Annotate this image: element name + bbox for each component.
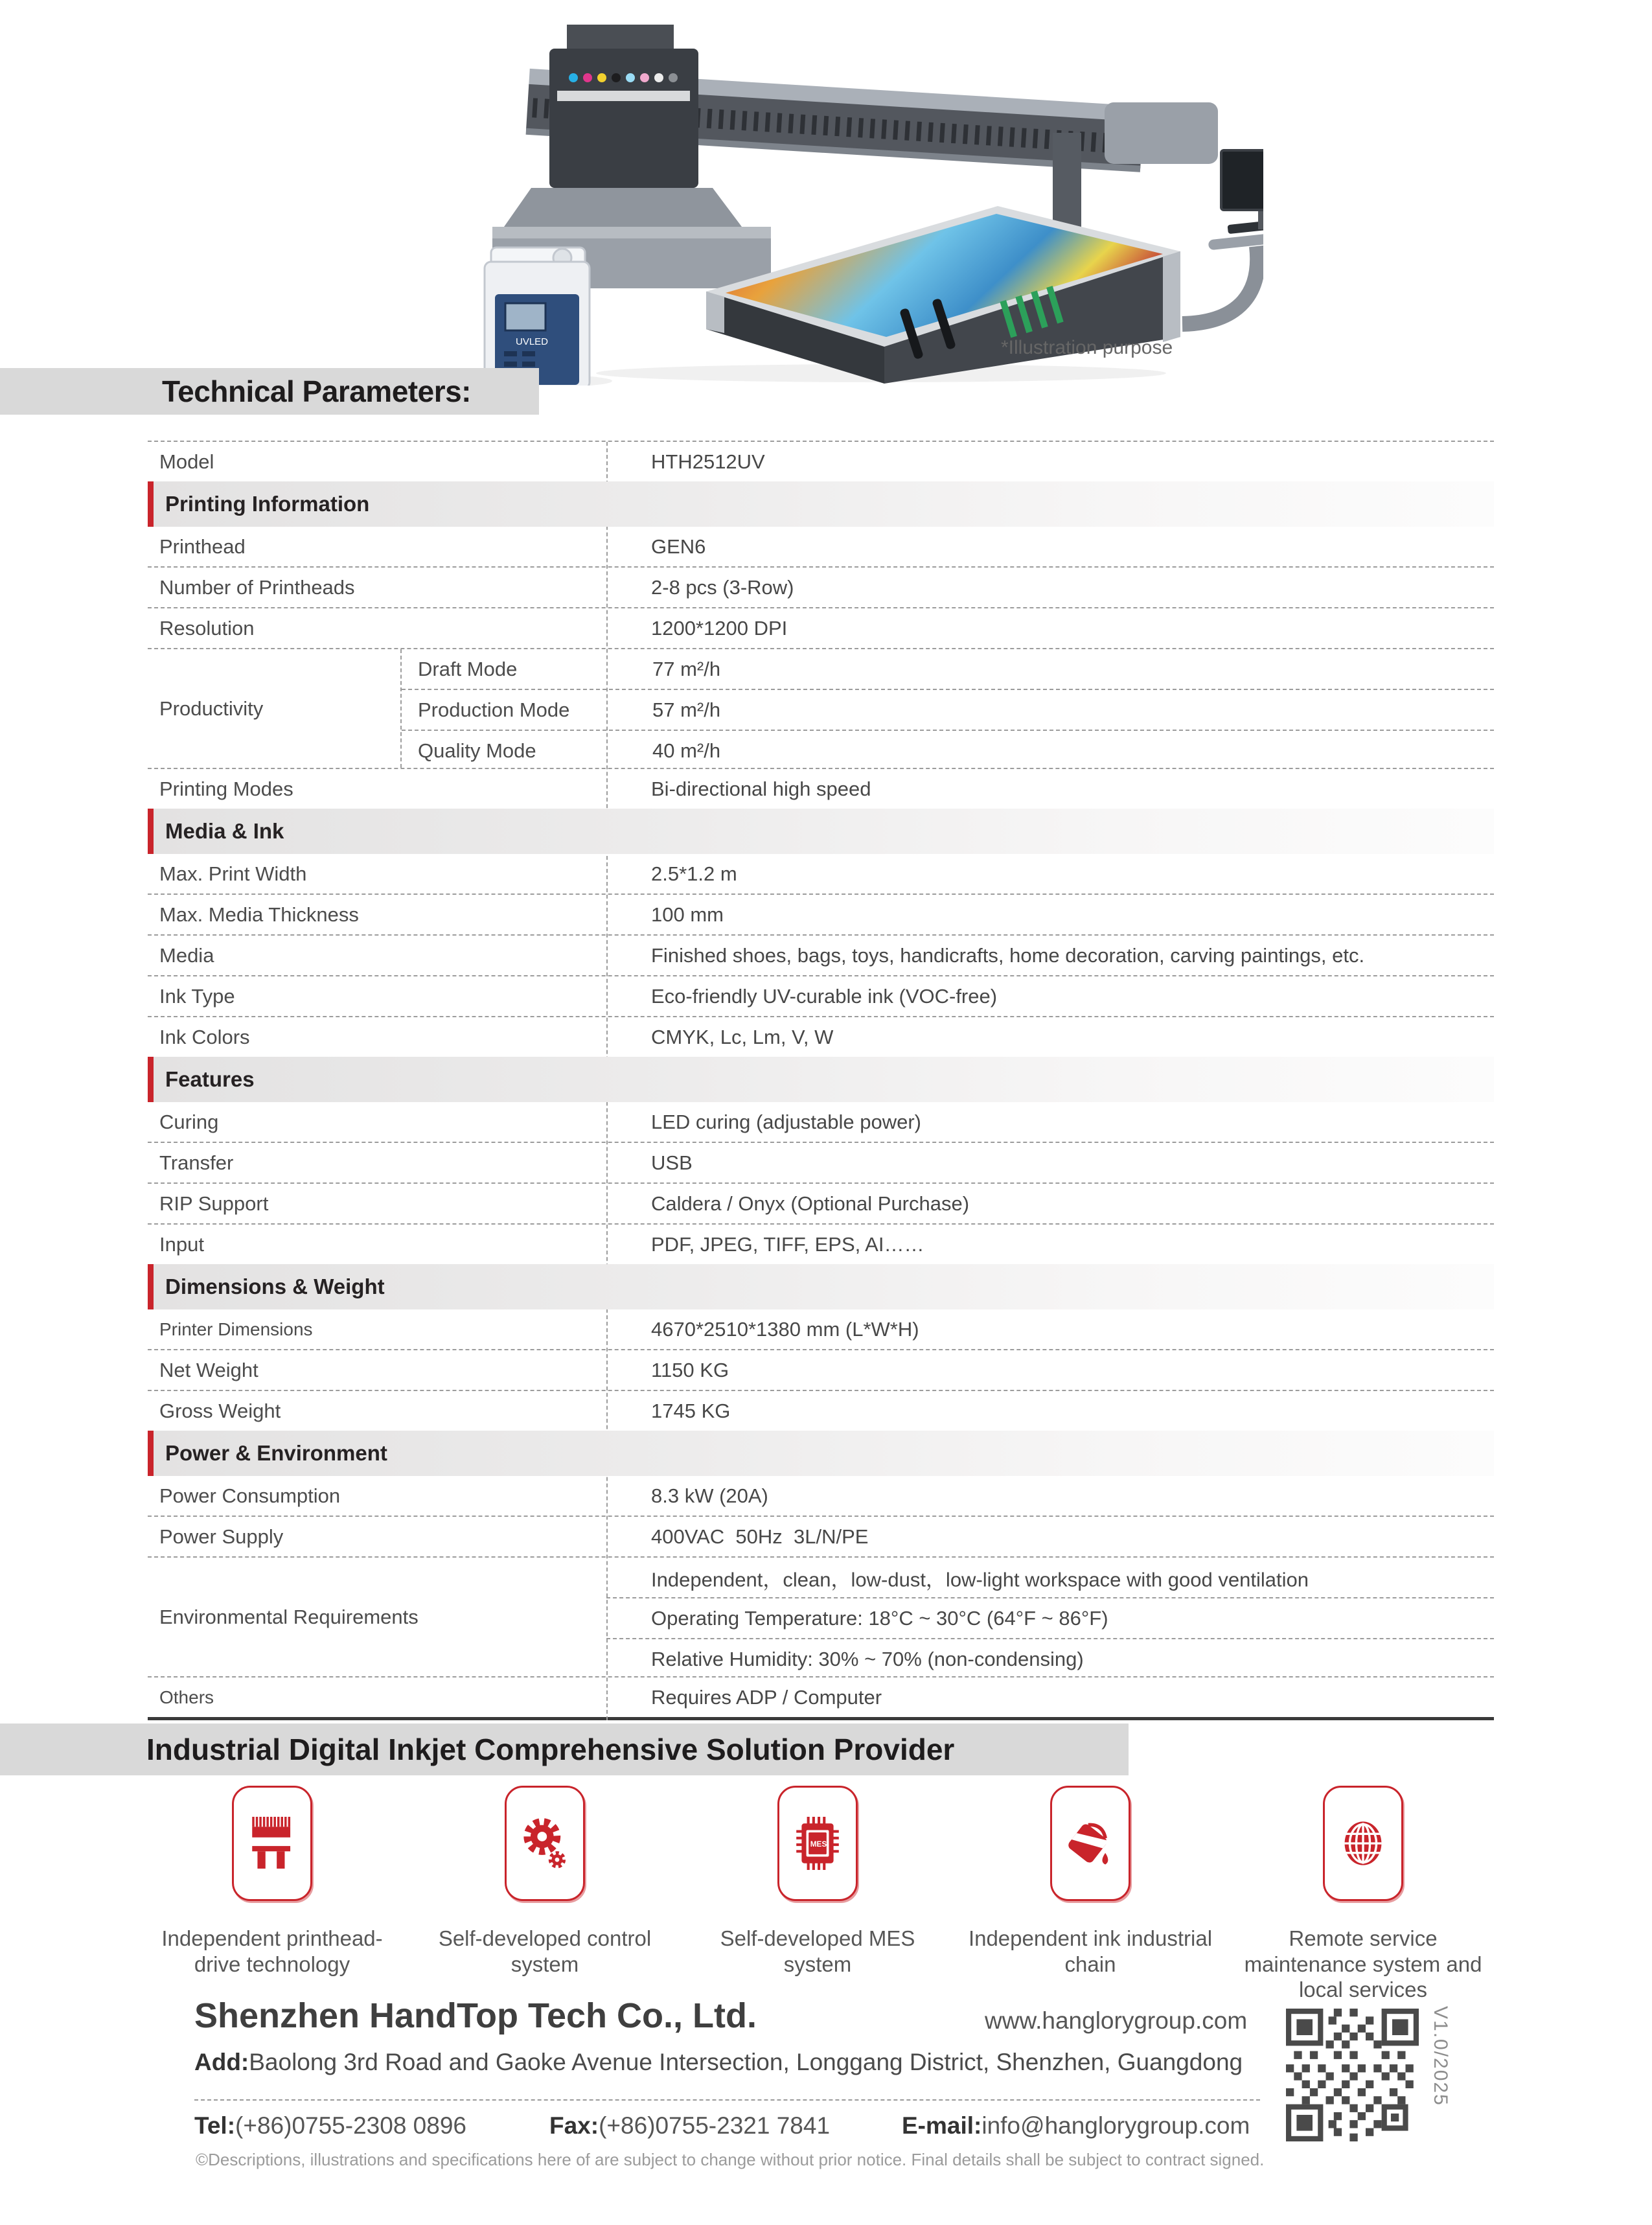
- spec-row: [148, 1017, 1494, 1057]
- mode-label: Draft Mode: [418, 657, 518, 680]
- spec-value: 2.5*1.2 m: [651, 862, 737, 885]
- environmental-items: [606, 1558, 1494, 1676]
- section-header-dimensions-weight: [148, 1264, 1494, 1309]
- email-value: info@hanglorygroup.com: [981, 2112, 1250, 2139]
- mes-chip-icon: [777, 1786, 858, 1901]
- capability-label: Self-developed control system: [438, 1926, 652, 1976]
- spec-value: Finished shoes, bags, toys, handicrafts, home decoration, carving paintings, etc.: [651, 943, 1365, 967]
- spec-value: CMYK, Lc, Lm, V, W: [651, 1025, 834, 1048]
- spec-row: [148, 854, 1494, 895]
- spec-row: [148, 1391, 1494, 1431]
- printer-illustration: [453, 13, 1263, 386]
- spec-value: LED curing (adjustable power): [651, 1110, 921, 1133]
- spec-value: PDF, JPEG, TIFF, EPS, AI……: [651, 1232, 924, 1256]
- mode-label: Quality Mode: [418, 739, 536, 762]
- spec-label: Ink Colors: [159, 1025, 250, 1048]
- spec-label: Ink Type: [159, 984, 235, 1008]
- spec-value: USB: [651, 1151, 693, 1174]
- spec-label: Number of Printheads: [159, 575, 355, 599]
- productivity-group: [148, 649, 1494, 769]
- spec-label: Environmental Requirements: [159, 1605, 419, 1628]
- spec-value: Bi-directional high speed: [651, 777, 871, 800]
- env-row: [606, 1558, 1494, 1597]
- fax-contact: [549, 2112, 830, 2139]
- spec-value: GEN6: [651, 535, 706, 558]
- tel-label: Tel:: [194, 2112, 236, 2139]
- mode-row: [402, 689, 1494, 730]
- tel-contact: [194, 2112, 466, 2139]
- spec-value: 1745 KG: [651, 1399, 731, 1422]
- spec-row: [148, 442, 1494, 481]
- spec-value: Caldera / Onyx (Optional Purchase): [651, 1192, 970, 1215]
- flatbed-uv-printer-image: [453, 13, 1263, 386]
- website-url: www.hanglorygroup.com: [985, 2007, 1248, 2034]
- mes-icon-text: MES: [810, 1840, 827, 1849]
- fax-label: Fax:: [549, 2112, 599, 2139]
- chiller-unit: [485, 248, 590, 386]
- monitor-arm: [1182, 150, 1263, 324]
- spec-row: [148, 895, 1494, 936]
- spec-row: [148, 527, 1494, 568]
- section-title: Dimensions & Weight: [165, 1274, 385, 1298]
- section-title: Media & Ink: [165, 819, 284, 843]
- spec-value: Requires ADP / Computer: [651, 1685, 882, 1709]
- spec-row: [148, 769, 1494, 809]
- spec-value: 1200*1200 DPI: [651, 616, 788, 640]
- spec-label: Gross Weight: [159, 1399, 281, 1422]
- spec-row: [148, 976, 1494, 1017]
- company-name: Shenzhen HandTop Tech Co., Ltd.: [194, 1996, 757, 2035]
- spec-label: Others: [159, 1687, 214, 1707]
- mode-label: Production Mode: [418, 698, 570, 721]
- spec-value: 100 mm: [651, 903, 724, 926]
- section-header-features: [148, 1057, 1494, 1102]
- mode-row: [402, 730, 1494, 770]
- spec-row: [148, 1225, 1494, 1264]
- section-header-printing-information: [148, 481, 1494, 527]
- address-text: Baolong 3rd Road and Gaoke Avenue Intersection, Longgang District, Shenzhen, Guangdong: [249, 2049, 1243, 2075]
- spec-label: Input: [159, 1232, 204, 1256]
- chiller-label: UVLED: [516, 336, 549, 347]
- footer-divider: [194, 2099, 1260, 2101]
- spec-row: [148, 608, 1494, 649]
- spec-table: [148, 441, 1494, 1720]
- tel-value: (+86)0755-2308 0896: [235, 2112, 466, 2139]
- version-tag: V1.0/2025: [1430, 2006, 1451, 2106]
- env-value: Independent，clean，low-dust，low-light workspace with good ventilation: [651, 1568, 1309, 1591]
- spec-row: [148, 1143, 1494, 1184]
- mode-value: 40 m²/h: [652, 739, 721, 762]
- capability-label: Remote service maintenance system and local services: [1244, 1926, 1482, 2002]
- env-row: [606, 1597, 1494, 1638]
- spec-label: Printing Modes: [159, 777, 293, 800]
- spec-label: Productivity: [159, 697, 264, 720]
- mode-value: 57 m²/h: [652, 698, 721, 721]
- mode-value: 77 m²/h: [652, 657, 721, 680]
- spec-row: [148, 1102, 1494, 1143]
- spec-value: HTH2512UV: [651, 450, 765, 473]
- spec-value: 1150 KG: [651, 1358, 729, 1381]
- section-title: Power & Environment: [165, 1441, 387, 1465]
- spec-value: 4670*2510*1380 mm (L*W*H): [651, 1317, 919, 1341]
- address-label: Add:: [194, 2049, 249, 2075]
- capability-card: [149, 1786, 395, 1977]
- section-header-power-environment: [148, 1431, 1494, 1476]
- beam-end-right: [1105, 102, 1218, 164]
- banner-band: [0, 1724, 1129, 1775]
- spec-row: [148, 1184, 1494, 1225]
- spec-label: Resolution: [159, 616, 255, 640]
- email-contact: [902, 2112, 1250, 2139]
- section-title: Features: [165, 1067, 255, 1091]
- capability-card: [694, 1786, 941, 1977]
- spec-label: Max. Media Thickness: [159, 903, 359, 926]
- spec-label: Power Consumption: [159, 1484, 341, 1507]
- spec-row: [148, 1517, 1494, 1558]
- environmental-requirements-group: [148, 1558, 1494, 1677]
- spec-label: Printer Dimensions: [159, 1319, 313, 1339]
- title-band: [0, 368, 539, 415]
- spec-row: [148, 1350, 1494, 1391]
- spec-label: Printhead: [159, 535, 246, 558]
- env-value: Relative Humidity: 30% ~ 70% (non-condensing): [651, 1647, 1084, 1670]
- section-header-media-ink: [148, 809, 1494, 854]
- capability-card: [967, 1786, 1213, 1977]
- spec-label: Media: [159, 943, 214, 967]
- email-label: E-mail:: [902, 2112, 982, 2139]
- spec-label: Power Supply: [159, 1525, 284, 1548]
- globe-icon: [1323, 1786, 1403, 1901]
- capability-label: Independent printhead-drive technology: [161, 1926, 383, 1976]
- banner-title: Industrial Digital Inkjet Comprehensive Solution Provider: [146, 1733, 955, 1766]
- productivity-modes: [400, 649, 1494, 768]
- printhead-icon: [232, 1786, 312, 1901]
- address-line: [194, 2049, 1243, 2076]
- gears-icon: [505, 1786, 585, 1901]
- spec-label: Model: [159, 450, 214, 473]
- spec-value: 400VAC 50Hz 3L/N/PE: [651, 1525, 869, 1548]
- spec-label: Curing: [159, 1110, 219, 1133]
- capability-label: Independent ink industrial chain: [968, 1926, 1213, 1976]
- qr-code: [1286, 2009, 1419, 2141]
- spec-row: [148, 1677, 1494, 1720]
- spec-label: Max. Print Width: [159, 862, 307, 885]
- spec-row: [148, 568, 1494, 608]
- illustration-note: *Illustration purpose: [1001, 337, 1173, 358]
- page-title: Technical Parameters:: [162, 375, 471, 408]
- spec-row: [148, 1476, 1494, 1517]
- spec-row: [148, 1309, 1494, 1350]
- capability-card: [1240, 1786, 1486, 2003]
- capability-card: [422, 1786, 668, 1977]
- spec-value: 2-8 pcs (3-Row): [651, 575, 794, 599]
- spec-row: [148, 936, 1494, 976]
- capability-label: Self-developed MES system: [720, 1926, 915, 1976]
- mode-row: [402, 649, 1494, 689]
- section-title: Printing Information: [165, 492, 370, 516]
- env-value: Operating Temperature: 18°C ~ 30°C (64°F ~ 86°F): [651, 1606, 1108, 1630]
- copyright-note: ©Descriptions, illustrations and specifications here of are subject to change without prior notice. Final details shall be subject to contract signed.: [196, 2150, 1265, 2169]
- spec-label: RIP Support: [159, 1192, 269, 1215]
- ink-bucket-icon: [1050, 1786, 1130, 1901]
- spec-value: Eco-friendly UV-curable ink (VOC-free): [651, 984, 998, 1008]
- spec-value: 8.3 kW (20A): [651, 1484, 768, 1507]
- fax-value: (+86)0755-2321 7841: [599, 2112, 831, 2139]
- spec-label: Net Weight: [159, 1358, 258, 1381]
- env-row: [606, 1638, 1494, 1679]
- spec-label: Transfer: [159, 1151, 234, 1174]
